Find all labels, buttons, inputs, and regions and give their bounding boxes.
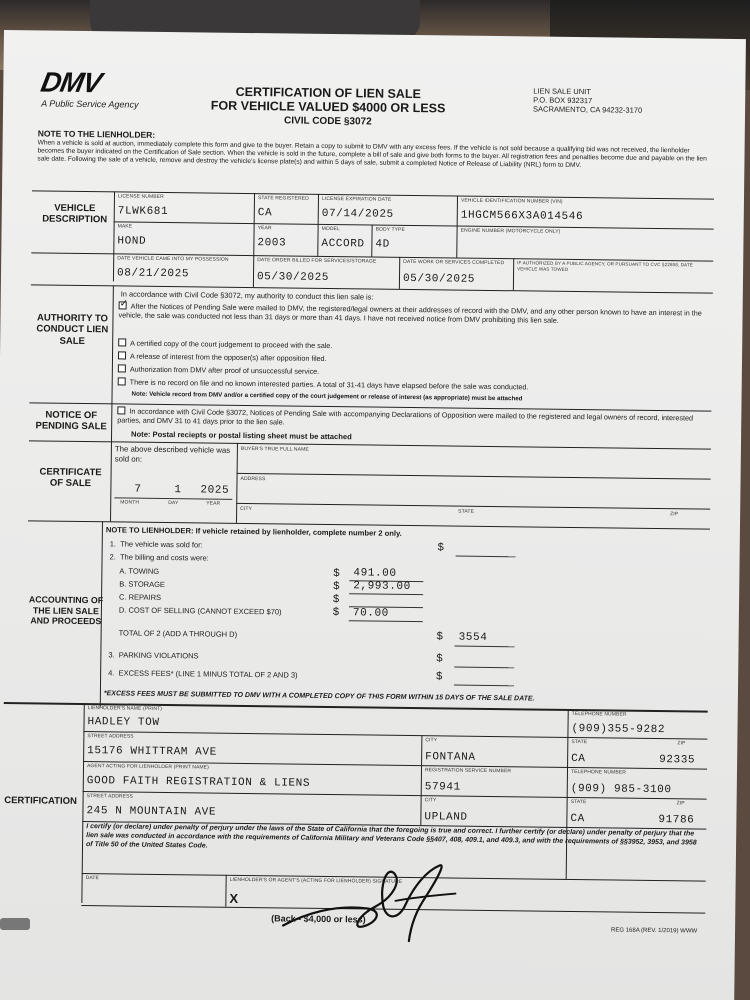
model-value: ACCORD bbox=[321, 237, 365, 251]
label-reg-number: REGISTRATION SERVICE NUMBER bbox=[424, 767, 512, 775]
sold-on-text: The above described vehicle was sold on: bbox=[114, 444, 231, 464]
sale-month: 7 bbox=[134, 483, 142, 496]
possession-date-value: 08/21/2025 bbox=[116, 267, 190, 281]
dollar-sign: $ bbox=[333, 580, 340, 593]
divider bbox=[225, 875, 226, 907]
sale-year: 2025 bbox=[200, 484, 230, 497]
checkbox[interactable] bbox=[118, 377, 126, 385]
label-agent: AGENT ACTING FOR LIENHOLDER (PRINT NAME) bbox=[86, 763, 209, 771]
dollar-sign: $ bbox=[333, 567, 340, 580]
divider bbox=[399, 257, 400, 289]
accounting-line-2 bbox=[110, 552, 209, 562]
agent-phone-value[interactable]: (909) 985-3100 bbox=[570, 782, 672, 797]
total-value[interactable]: 3554 bbox=[458, 631, 488, 644]
dollar-sign: $ bbox=[436, 670, 443, 683]
sale-day: 1 bbox=[174, 484, 182, 497]
label-agent-city: CITY bbox=[424, 797, 437, 804]
dollar-sign: $ bbox=[332, 606, 340, 619]
label-towed-date: IF AUTHORIZED BY A PUBLIC AGENCY, OR PURSUANT TO CVC §22658, DATE VEHICLE WAS TOWED bbox=[517, 260, 693, 272]
label-work-date: DATE WORK OR SERVICES COMPLETED bbox=[403, 258, 505, 267]
state-value: CA bbox=[257, 207, 273, 220]
item-number: 4. bbox=[108, 668, 115, 678]
vehicle-section-label: VEHICLE DESCRIPTION bbox=[42, 202, 108, 226]
title-line-2: FOR VEHICLE VALUED $4000 OR LESS bbox=[210, 98, 446, 116]
divider bbox=[253, 255, 254, 287]
label-agent-street: STREET ADDRESS bbox=[86, 793, 134, 800]
accounting-line-4 bbox=[108, 668, 297, 679]
form-title bbox=[198, 84, 458, 128]
vin-value: 1HGCM566X3A014546 bbox=[460, 209, 584, 224]
option-2-text: A certified copy of the court judgement to proceed with the sale. bbox=[130, 338, 333, 351]
city-value[interactable]: FONTANA bbox=[425, 751, 476, 764]
agent-street-value[interactable]: 245 N MOUNTAIN AVE bbox=[86, 805, 217, 819]
label-city: CITY bbox=[425, 737, 438, 744]
divider bbox=[421, 765, 422, 795]
option-3-text: A release of interest from the opposer(s) after opposition filed. bbox=[129, 351, 327, 363]
checkbox[interactable] bbox=[118, 364, 126, 372]
divider bbox=[420, 795, 421, 825]
label-phone: TELEPHONE NUMBER bbox=[571, 710, 627, 718]
total-field bbox=[455, 646, 515, 648]
towing-label: A. TOWING bbox=[119, 566, 160, 576]
storage-value[interactable]: 2,993.00 bbox=[353, 580, 411, 594]
divider bbox=[421, 735, 422, 765]
pending-note: Note: Postal reciepts or postal listing sheet must be attached bbox=[131, 429, 352, 442]
accounting-line-1 bbox=[110, 539, 203, 549]
label-street: STREET ADDRESS bbox=[87, 733, 134, 740]
option-5-text: There is no record on file and no known interested parties. A total of 31-41 days have elapsed before the sale was conducted. bbox=[129, 377, 529, 392]
agent-city-value[interactable]: UPLAND bbox=[424, 811, 468, 824]
option-1-text: After the Notices of Pending Sale were mailed to DMV, the registered/legal owners at their addresses of record with the DMV, and any other person known to have an interest in the vehicle, the sale was conducted not less than 31 days or more than 41 days. I have not received notice from DMV prohibiting this lien sale. bbox=[118, 301, 702, 325]
label-buyer-zip[interactable]: ZIP bbox=[670, 511, 679, 518]
authority-option-1[interactable] bbox=[118, 301, 708, 326]
dollar-sign: $ bbox=[436, 652, 443, 665]
label-license: LICENSE NUMBER bbox=[117, 193, 164, 200]
accounting-section-label: ACCOUNTING OF THE LIEN SALE AND PROCEEDS bbox=[28, 594, 104, 627]
repairs-label: C. REPAIRS bbox=[119, 592, 162, 602]
item-number: 3. bbox=[108, 650, 115, 660]
agent-zip-value[interactable]: 91786 bbox=[658, 814, 695, 827]
agency-tagline: A Public Service Agency bbox=[41, 98, 139, 110]
checkbox[interactable] bbox=[118, 351, 126, 359]
accounting-line-3 bbox=[108, 650, 198, 660]
lien-sale-form bbox=[0, 30, 746, 1000]
billing-label: The billing and costs were: bbox=[119, 552, 209, 563]
authority-intro: In accordance with Civil Code §3072, my authority to conduct this lien sale is: bbox=[120, 289, 374, 302]
certification-section-label: CERTIFICATION bbox=[4, 795, 77, 807]
sold-for-label: The vehicle was sold for: bbox=[120, 539, 203, 550]
dollar-sign: $ bbox=[332, 593, 340, 606]
label-expiration: LICENSE EXPIRATION DATE bbox=[321, 195, 392, 203]
label-date: DATE bbox=[85, 875, 100, 882]
authority-section-label: AUTHORITY TO CONDUCT LIEN SALE bbox=[36, 312, 109, 347]
authority-note: Note: Vehicle record from DMV and/or a certified copy of the court judgement or release of interest (as appropriate) must be attached bbox=[131, 390, 523, 403]
selling-value[interactable]: 70.00 bbox=[352, 607, 389, 620]
accounting-heading: NOTE TO LIENHOLDER: If vehicle retained by lienholder, complete number 2 only. bbox=[105, 525, 402, 538]
label-vin: VEHICLE IDENTIFICATION NUMBER (VIN) bbox=[460, 197, 563, 205]
dollar-sign: $ bbox=[436, 630, 443, 643]
sold-for-field[interactable] bbox=[456, 556, 516, 558]
year-value: 2003 bbox=[257, 237, 287, 250]
excess-label: EXCESS FEES* (LINE 1 MINUS TOTAL OF 2 AND 3) bbox=[118, 668, 298, 680]
excess-note: *EXCESS FEES MUST BE SUBMITTED TO DMV WITH A COMPLETED COPY OF THIS FORM WITHIN 15 DAYS OF THE SALE DATE. bbox=[103, 690, 535, 703]
title-line-1: CERTIFICATION OF LIEN SALE bbox=[235, 84, 421, 102]
item-number: 1. bbox=[109, 539, 117, 549]
agent-value[interactable]: GOOD FAITH REGISTRATION & LIENS bbox=[86, 775, 311, 790]
label-buyer-city[interactable]: CITY bbox=[240, 505, 252, 513]
parking-field[interactable] bbox=[454, 667, 514, 669]
divider bbox=[513, 258, 514, 290]
label-day: DAY bbox=[168, 500, 179, 507]
address-line-1: LIEN SALE UNIT bbox=[533, 86, 591, 97]
label-state-cert: STATE bbox=[571, 738, 588, 746]
body-value: 4D bbox=[375, 238, 390, 251]
excess-field[interactable] bbox=[454, 685, 514, 687]
selling-field bbox=[349, 620, 423, 622]
phone-value[interactable]: (909)355-9282 bbox=[571, 722, 666, 737]
label-zip: ZIP bbox=[677, 740, 686, 747]
label-buyer-address[interactable]: ADDRESS bbox=[240, 475, 266, 483]
note-heading: NOTE TO THE LIENHOLDER: bbox=[37, 128, 156, 140]
divider bbox=[318, 194, 319, 224]
label-body: BODY TYPE bbox=[375, 226, 405, 233]
street-value[interactable]: 15176 WHITTRAM AVE bbox=[87, 745, 217, 759]
order-date-value: 05/30/2025 bbox=[256, 271, 330, 284]
dmv-logo bbox=[38, 66, 139, 110]
state-cert-value[interactable]: CA bbox=[571, 752, 586, 766]
divider bbox=[371, 225, 372, 257]
label-agent-zip: ZIP bbox=[676, 800, 685, 807]
label-agent-phone: TELEPHONE NUMBER bbox=[570, 768, 626, 776]
storage-label: B. STORAGE bbox=[119, 579, 166, 590]
checkbox[interactable] bbox=[117, 406, 125, 414]
certificate-section-label: CERTIFICATE OF SALE bbox=[39, 466, 102, 490]
storage-field bbox=[349, 593, 423, 595]
zip-value[interactable]: 92335 bbox=[659, 754, 696, 767]
handwritten-signature bbox=[275, 855, 476, 947]
option-4-text: Authorization from DMV after proof of unsuccessful service. bbox=[129, 364, 320, 376]
label-month: MONTH bbox=[120, 499, 140, 506]
divider bbox=[110, 441, 112, 521]
checkbox-checked[interactable] bbox=[119, 301, 127, 309]
label-year: YEAR bbox=[257, 225, 272, 232]
pending-text: In accordance with Civil Code §3072, Notices of Pending Sale with accompanying Declarations of Opposition were mailed to the registered and legal owners of record, interested parties, and DMV 31 to 41 days prior to the lien sale. bbox=[117, 406, 694, 427]
lienholder-value[interactable]: HADLEY TOW bbox=[87, 716, 160, 729]
label-engine: ENGINE NUMBER (MOTORCYCLE ONLY) bbox=[460, 227, 561, 235]
label-buyer-state[interactable]: STATE bbox=[458, 508, 475, 515]
label-buyer-name[interactable]: BUYER'S TRUE FULL NAME bbox=[240, 445, 309, 453]
parking-label: PARKING VIOLATIONS bbox=[118, 650, 199, 661]
divider bbox=[317, 224, 318, 256]
license-value: 7LWK681 bbox=[117, 205, 169, 219]
signature-x: X bbox=[229, 890, 239, 906]
item-number: 2. bbox=[109, 552, 116, 562]
selling-label: D. COST OF SELLING (CANNOT EXCEED $70) bbox=[118, 605, 282, 617]
label-signature: LIENHOLDER'S OR AGENT'S (ACTING FOR LIENHOLDER) SIGNATURE bbox=[229, 876, 403, 885]
label-agent-state: STATE bbox=[570, 798, 587, 806]
label-make: MAKE bbox=[117, 223, 133, 230]
divider bbox=[236, 443, 238, 523]
divider bbox=[111, 285, 114, 441]
declaration-text: I certify (or declare) under penalty of perjury under the laws of the State of California that the foregoing is true and correct. I further certify (or declare) under penalty of perjury that the lien sale was conducted in accordance with the requirements of California Military and Veterans Code §§407, 408, 409.1, and 409.3, and with the requirements of §§3952, 3953, and 3958 of Title 50 of the United States Code. bbox=[86, 823, 697, 850]
checkbox[interactable] bbox=[118, 338, 126, 346]
label-model: MODEL bbox=[321, 225, 340, 233]
address-line-3: SACRAMENTO, CA 94232-3170 bbox=[533, 104, 643, 115]
total-label: TOTAL OF 2 (ADD A THROUGH D) bbox=[118, 628, 238, 639]
back-text: (Back - $4,000 or less) bbox=[271, 913, 366, 925]
dollar-sign: $ bbox=[437, 541, 444, 554]
label-lienholder: LIENHOLDER'S NAME (PRINT) bbox=[87, 705, 163, 712]
divider bbox=[237, 473, 711, 483]
background-clip bbox=[0, 918, 30, 930]
expiration-value: 07/14/2025 bbox=[321, 207, 394, 221]
mailing-address bbox=[533, 86, 642, 114]
address-line-2: P.O. BOX 932317 bbox=[533, 95, 593, 106]
towing-value[interactable]: 491.00 bbox=[353, 567, 397, 580]
form-number: REG 168A (REV. 1/2019) WWW bbox=[611, 927, 698, 935]
agent-state-value[interactable]: CA bbox=[570, 812, 585, 826]
label-order-date: DATE ORDER BILLED FOR SERVICES/STORAGE bbox=[257, 257, 377, 265]
label-year-cs: YEAR bbox=[206, 500, 221, 507]
reg-number-value[interactable]: 57941 bbox=[424, 781, 461, 794]
label-state: STATE REGISTERED bbox=[257, 195, 309, 202]
title-line-3: CIVIL CODE §3072 bbox=[284, 115, 372, 128]
note-text: When a vehicle is sold at auction, immediately complete this form and give to the buyer. Retain a copy to submit to DMV with any excess fees. If the vehicle is not sold because a qualifying bid was not received, the lienholder becomes the buyer indicated on the Certification of Sale section. When the vehicle is sold in the future, complete a bill of sale and give both forms to the buyer. All registration fees and penalties become due and payable on the lien sale date. Following the sale of a vehicle, remove and destroy the vehicle's license plate(s) and within 5 days of sale, submit a completed Notice of Release of Liability (NRL) form to DMV. bbox=[37, 139, 707, 170]
make-value: HOND bbox=[117, 235, 147, 248]
divider bbox=[113, 191, 115, 281]
pending-section-label: NOTICE OF PENDING SALE bbox=[35, 409, 107, 433]
label-possession: DATE VEHICLE CAME INTO MY POSSESSION bbox=[117, 255, 229, 263]
work-date-value: 05/30/2025 bbox=[402, 272, 476, 286]
dmv-logo-text: DMV bbox=[38, 66, 104, 99]
